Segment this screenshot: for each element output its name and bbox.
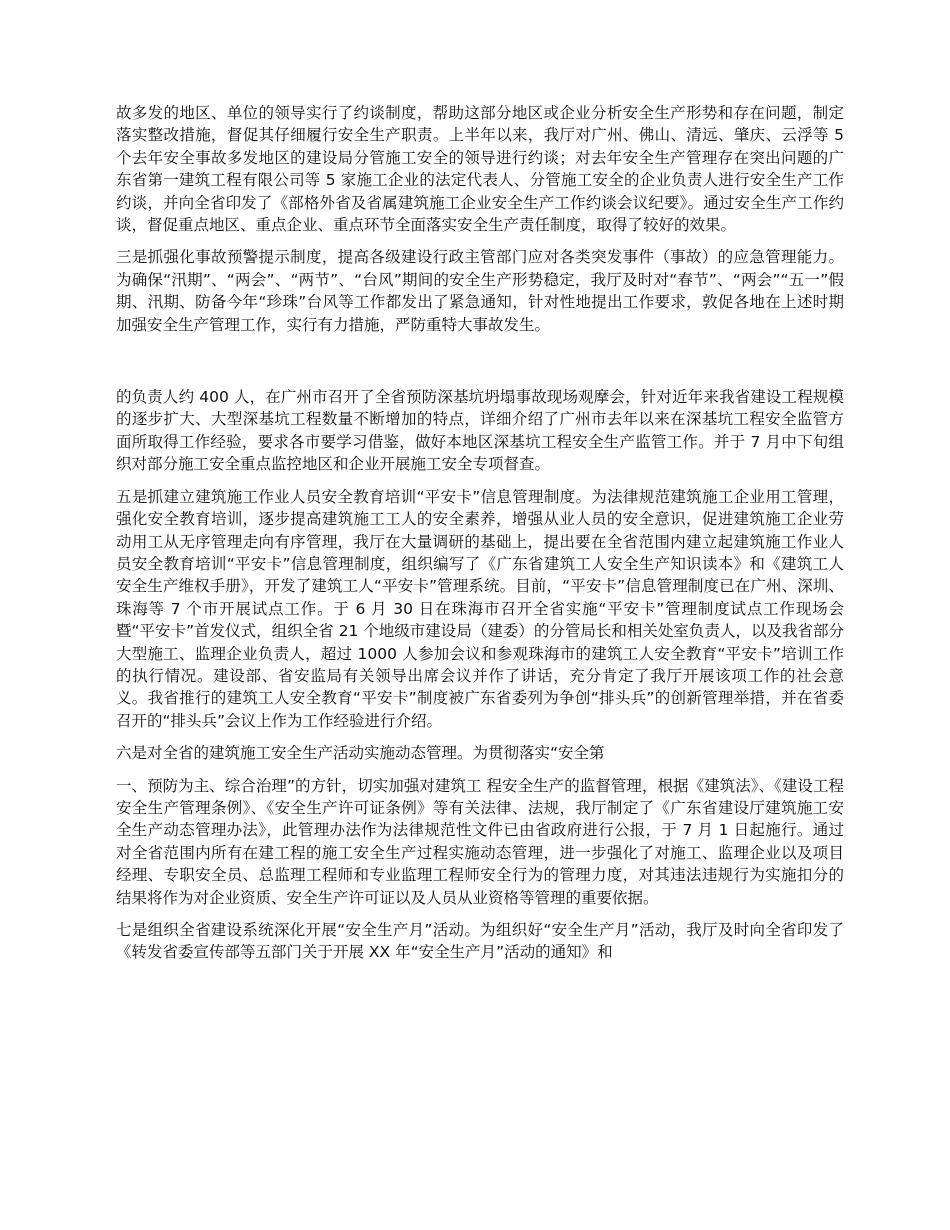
paragraph-dynamic-management-detail: 一、预防为主、综合治理”的方针，切实加强对建筑工 程安全生产的监督管理，根据《建筑法》、《建设工程安全生产管理条例》、《安全生产许可证条例》等有关法律、法规，我厅制定了《广东省建设厅建筑施工安全生产动态管理办法》，此管理办法作为法律规范性文件已由省政府进行公报，于 7 月 1 日起施行。通过对全省范围内所有在建工程的施工安全生产过程实施动态管理，进一步强化了对施工、监理企业以及项目经理、专职安全员、总监理工程师和专业监理工程师安全行为的管理力度，对其违法违规行为实施扣分的结果将作为对企业资质、安全生产许可证以及人员从业资格等管理的重要依据。	[116, 776, 844, 907]
paragraph-safety-month: 七是组织全省建设系统深化开展“安全生产月”活动。为组织好“安全生产月”活动，我厅及时向全省印发了《转发省委宣传部等五部门关于开展 XX 年“安全生产月”活动的通知》和	[116, 921, 844, 962]
paragraph-safety-card: 五是抓建立建筑施工作业人员安全教育培训“平安卡”信息管理制度。为法律规范建筑施工企业用工管理，强化安全教育培训，逐步提高建筑施工工人的安全素养，增强从业人员的安全意识，促进建筑施工企业劳动用工从无序管理走向有序管理，我厅在大量调研的基础上，提出要在全省范围内建立起建筑施工作业人员安全教育培训“平安卡”信息管理制度，组织编写了《广东省建筑工人安全生产知识读本》和《建筑工人安全生产维权手册》，开发了建筑工人“平安卡”管理系统。目前，“平安卡”信息管理制度已在广州、深圳、珠海等 7 个市开展试点工作。于 6 月 30 日在珠海市召开全省实施“平安卡”管理制度试点工作现场会暨“平安卡”首发仪式，组织全省 21 个地级市建设局（建委）的分管局长和相关处室负责人，以及我省部分大型施工、监理企业负责人，超过 1000 人参加会议和参观珠海市的建筑工人安全教育“平安卡”培训工作的执行情况。建设部、省安监局有关领导出席会议并作了讲话，充分肯定了我厅开展该项工作的社会意义。我省推行的建筑工人安全教育“平安卡”制度被广东省委列为争创“排头兵”的创新管理举措，并在省委召开的“排头兵”会议上作为工作经验进行介绍。	[116, 487, 844, 730]
paragraph-interview-system: 故多发的地区、单位的领导实行了约谈制度，帮助这部分地区或企业分析安全生产形势和存在问题，制定落实整改措施，督促其仔细履行安全生产职责。上半年以来，我厅对广州、佛山、清远、肇庆、云浮等 5 个去年安全事故多发地区的建设局分管施工安全的领导进行约谈；对去年安全生产管理存在突出问题的广东省第一建筑工程有限公司等 5 家施工企业的法定代表人、分管施工安全的企业负责人进行安全生产工作约谈，并向全省印发了《部格外省及省属建筑施工企业安全生产工作约谈会议纪要》。通过安全生产工作约谈，督促重点地区、重点企业、重点环节全面落实安全生产责任制度，取得了较好的效果。	[116, 104, 844, 235]
paragraph-deep-foundation: 的负责人约 400 人，在广州市召开了全省预防深基坑坍塌事故现场观摩会，针对近年来我省建设工程规模的逐步扩大、大型深基坑工程数量不断增加的特点，详细介绍了广州市去年以来在深基坑工程安全监管方面所取得工作经验，要求各市要学习借鉴，做好本地区深基坑工程安全生产监管工作。并于 7 月中下旬组织对部分施工安全重点监控地区和企业开展施工安全专项督查。	[116, 388, 844, 474]
document-body	[116, 102, 844, 974]
page-break-spacer	[116, 346, 844, 386]
paragraph-dynamic-management-intro: 六是对全省的建筑施工安全生产活动实施动态管理。为贯彻落实“安全第	[116, 744, 605, 763]
paragraph-accident-warning: 三是抓强化事故预警提示制度，提高各级建设行政主管部门应对各类突发事件（事故）的应急管理能力。为确保“汛期”、“两会”、“两节”、“台风”期间的安全生产形势稳定，我厅及时对“春节”、“两会”“五一”假期、汛期、防备今年“珍珠”台风等工作都发出了紧急通知，针对性地提出工作要求，敦促各地在上述时期加强安全生产管理工作，实行有力措施，严防重特大事故发生。	[116, 248, 844, 334]
